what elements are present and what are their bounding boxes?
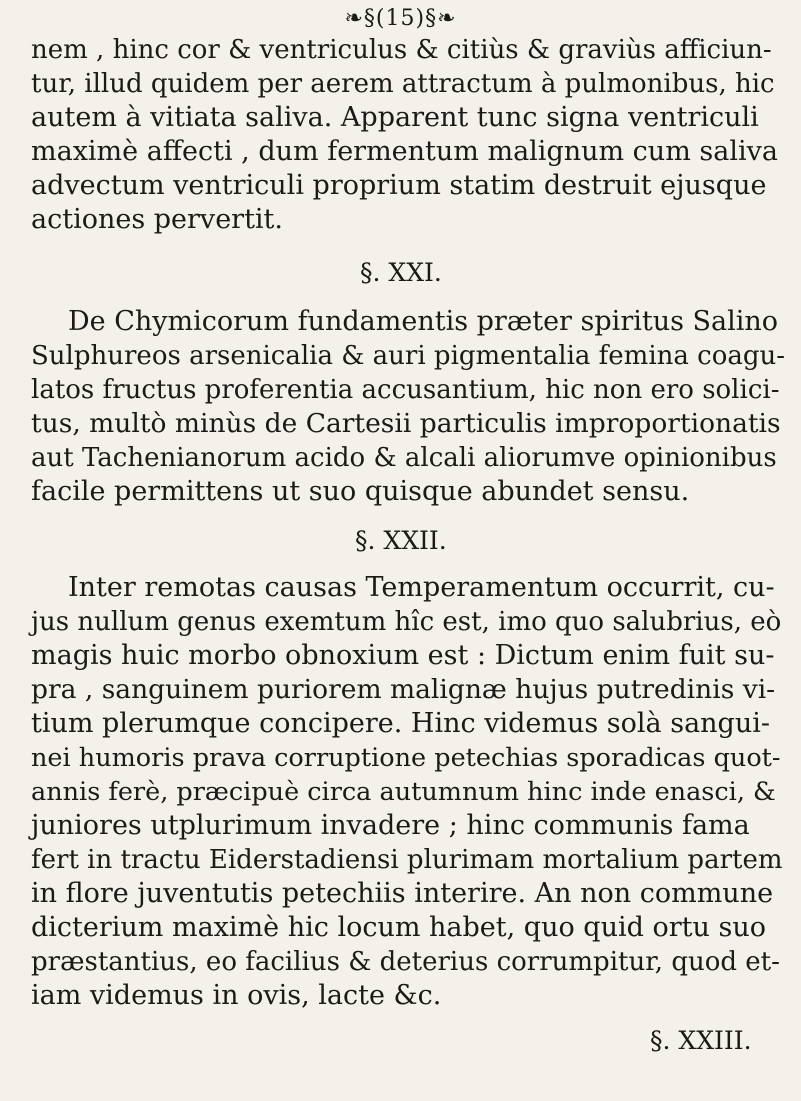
text-line: pra , sanguinem puriorem malignæ hujus putredinis vi- [31,674,776,705]
text-line: fert in tractu Eiderstadiensi plurimam mortalium partem [31,845,783,875]
text-line: tium plerumque concipere. Hinc videmus solà sangui- [31,708,770,739]
text-line: Inter remotas causas Temperamentum occurrit, cu- [68,572,775,603]
text-line: autem à vitiata saliva. Apparent tunc signa ventriculi [31,102,759,133]
page-header: ❧§(15)§❧ [344,6,457,31]
section-heading: §. XXIII. [650,1026,752,1055]
text-line: iam videmus in ovis, lacte &c. [31,980,442,1011]
section-heading: §. XXI. [360,258,442,287]
text-line: maximè affecti , dum fermentum malignum cum saliva [31,136,778,167]
text-line: præstantius, eo facilius & deterius corrumpitur, quod et- [31,947,780,977]
text-line: in flore juventutis petechiis interire. An non commune [31,878,774,909]
section-heading: §. XXII. [355,526,447,555]
text-line: Sulphureos arsenicalia & auri pigmentalia femina coagu- [31,341,786,371]
text-line: actiones pervertit. [31,204,283,235]
text-line: jus nullum genus exemtum hîc est, imo quo salubrius, eò [31,607,782,637]
text-line: De Chymicorum fundamentis præter spiritus Salino [68,306,779,337]
text-line: annis ferè, præcipuè circa autumnum hinc inde enasci, & [31,777,776,807]
text-line: dicterium maximè hic locum habet, quo quid ortu suo [31,912,766,943]
text-line: juniores utplurimum invadere ; hinc communis fama [31,810,750,841]
text-line: nem , hinc cor & ventriculus & citiùs & graviùs afficiun- [31,35,772,65]
text-line: latos fructus proferentia accusantium, hic non ero solici- [31,375,780,405]
text-line: advectum ventriculi proprium statim destruit ejusque [31,170,767,201]
text-line: tus, multò minùs de Cartesii particulis improportionatis [31,408,781,439]
text-line: magis huic morbo obnoxium est : Dictum enim fuit su- [31,640,775,671]
text-line: facile permittens ut suo quisque abundet sensu. [31,476,690,507]
text-line: tur, illud quidem per aerem attractum à pulmonibus, hic [31,69,775,99]
text-line: nei humoris prava corruptione petechias sporadicas quot- [31,743,781,773]
text-line: aut Tachenianorum acido & alcali aliorumve opinionibus [31,443,777,473]
